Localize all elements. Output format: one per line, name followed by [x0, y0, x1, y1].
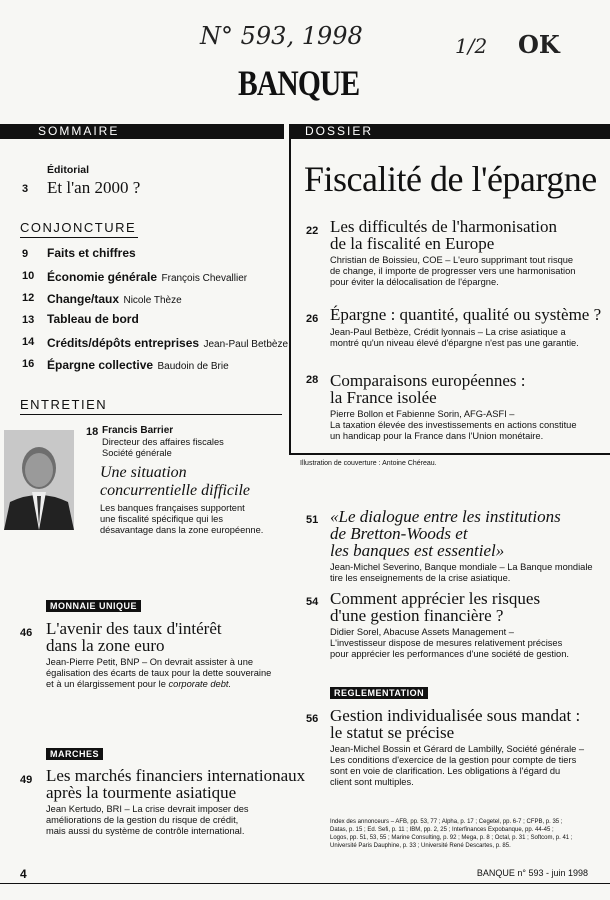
entretien-body-line3: désavantage dans la zone européenne.	[100, 525, 264, 535]
footer-page-number: 4	[20, 867, 27, 881]
item-title: Épargne collective	[47, 358, 154, 372]
article-title-line1: Comparaisons européennes :	[330, 371, 526, 390]
article-56[interactable]	[300, 707, 605, 797]
entretien-body-line1: Les banques françaises supportent	[100, 503, 245, 513]
article-number: 51	[306, 514, 319, 526]
dossier-article-26[interactable]	[300, 306, 605, 356]
article-body-line2: montré qu'un niveau élevé d'épargne n'est pas une garantie.	[330, 338, 579, 348]
index-line: Logos, pp. 51, 53, 55 ; Marine Consulting, p. 92 ; Mega, p. 8 ; Octal, p. 31 ; Softcom, p. 41 ;	[330, 835, 573, 841]
article-body-line2: Les conditions d'exercice de la gestion pour compte de tiers	[330, 755, 577, 765]
handwritten-ok: OK	[518, 30, 560, 59]
article-body-line1: Jean-Paul Betbèze, Crédit lyonnais – La crise asiatique a	[330, 327, 566, 337]
item-title: Tableau de bord	[47, 312, 139, 326]
article-body-line2: L'investisseur dispose de mesures relativement précises	[330, 638, 563, 648]
article-number: 56	[306, 713, 319, 725]
list-item[interactable]	[22, 312, 284, 328]
list-item[interactable]	[22, 246, 284, 262]
monnaie-body-line3: et à un élargissement pour le corporate debt.	[46, 679, 232, 689]
article-title-line2: d'une gestion financière ?	[330, 606, 504, 625]
footer-rule	[0, 883, 610, 884]
interviewee-name: Francis Barrier	[102, 425, 174, 436]
article-body-line1: Jean-Michel Bossin et Gérard de Lambilly, Société générale –	[330, 744, 585, 754]
marches-tag: MARCHES	[46, 748, 103, 760]
item-author: Jean-Paul Betbèze	[203, 339, 289, 350]
article-title-line2: de Bretton-Woods et	[330, 524, 468, 543]
article-title-line1: Épargne : quantité, qualité ou système ?	[330, 305, 602, 324]
article-body-line3: un handicap pour la France dans l'Union monétaire.	[330, 431, 544, 441]
article-number: 54	[306, 596, 319, 608]
marches-title-line2: après la tourmente asiatique	[46, 783, 237, 802]
item-title: Économie générale	[47, 270, 158, 284]
item-author: François Chevallier	[161, 273, 248, 284]
article-body-line3: sont en voie de clarification. Les obligations à l'égard du	[330, 766, 561, 776]
article-title-line2: le statut se précise	[330, 723, 455, 742]
item-author: Nicole Thèze	[123, 295, 182, 306]
item-title: Crédits/dépôts entreprises	[47, 336, 200, 350]
article-title-line1: Les difficultés de l'harmonisation	[330, 217, 558, 236]
article-body-line1: Didier Sorel, Abacuse Assets Management –	[330, 627, 514, 637]
interviewee-photo	[4, 430, 74, 530]
conjoncture-header: CONJONCTURE	[20, 220, 138, 238]
article-body-line4: client sont multiples.	[330, 777, 414, 787]
editorial-page-number: 3	[22, 183, 29, 195]
article-number: 22	[306, 225, 319, 237]
article-54[interactable]	[300, 590, 605, 666]
dossier-article-28[interactable]	[300, 372, 605, 447]
item-title: Change/taux	[47, 292, 120, 306]
article-body-line2: de change, il importe de progresser vers une harmonisation	[330, 266, 576, 276]
marches-body-line2: améliorations de la gestion du risque de crédit,	[46, 815, 239, 825]
index-line: Université Paris Dauphine, p. 33 ; Université René Descartes, p. 85.	[330, 843, 511, 849]
masthead-logo: BANQUE	[238, 63, 360, 103]
article-number: 28	[306, 374, 319, 386]
item-author: Baudoin de Brie	[157, 361, 229, 372]
item-number: 14	[22, 336, 35, 348]
monnaie-title-line2: dans la zone euro	[46, 636, 165, 655]
item-title: Faits et chiffres	[47, 246, 136, 260]
marches-title-line1: Les marchés financiers internationaux	[46, 766, 306, 785]
article-title-line2: de la fiscalité en Europe	[330, 234, 495, 253]
marches-page-number: 49	[20, 774, 33, 786]
item-number: 16	[22, 358, 35, 370]
sommaire-header: SOMMAIRE	[0, 124, 284, 139]
item-number: 9	[22, 248, 29, 260]
marches-body-line3: mais aussi du système de contrôle international.	[46, 826, 245, 836]
monnaie-unique-tag: MONNAIE UNIQUE	[46, 600, 141, 612]
article-title-line2: la France isolée	[330, 388, 437, 407]
article-51[interactable]	[300, 508, 605, 584]
monnaie-body-line2: égalisation des écarts de taux pour la dette souveraine	[46, 668, 272, 678]
marches-body-line1: Jean Kertudo, BRI – La crise devrait imposer des	[46, 804, 249, 814]
article-body-line1: Christian de Boissieu, COE – L'euro supprimant tout risque	[330, 255, 574, 265]
list-item[interactable]	[22, 356, 284, 372]
index-line: Datas, p. 15 ; Ed. Sefi, p. 11 ; IBM, pp. 2, 25 ; Interfinances Expobanque, pp. 44-45 ;	[330, 827, 554, 833]
list-item[interactable]	[22, 268, 284, 284]
dossier-header: DOSSIER	[289, 124, 610, 139]
item-number: 12	[22, 292, 35, 304]
monnaie-body-line1: Jean-Pierre Petit, BNP – On devrait assister à une	[46, 657, 254, 667]
dossier-article-22[interactable]	[300, 218, 605, 293]
article-body-line1: Pierre Bollon et Fabienne Sorin, AFG-ASFI –	[330, 409, 515, 419]
article-body-line3: pour apprécier les performances d'une société de gestion.	[330, 649, 569, 659]
entretien-title-line2: concurrentielle difficile	[100, 482, 251, 499]
article-number: 26	[306, 313, 319, 325]
entretien-title-line1: Une situation	[100, 464, 187, 481]
dossier-title: Fiscalité de l'épargne	[304, 159, 597, 199]
list-item[interactable]	[22, 290, 284, 306]
article-body-line1: Jean-Michel Severino, Banque mondiale – La Banque mondiale	[330, 562, 593, 572]
item-number: 13	[22, 314, 35, 326]
interviewee-role: Directeur des affaires fiscales	[102, 437, 224, 447]
monnaie-page-number: 46	[20, 627, 33, 639]
handwritten-page: 1/2	[455, 34, 488, 58]
entretien-header: ENTRETIEN	[20, 397, 282, 415]
article-title-line1: Gestion individualisée sous mandat :	[330, 706, 581, 725]
entretien-body-line2: une fiscalité spécifique qui les	[100, 514, 223, 524]
monnaie-title-line1: L'avenir des taux d'intérêt	[46, 619, 222, 638]
article-body-line3: pour éviter la délocalisation de l'épargne.	[330, 277, 499, 287]
article-body-line2: La taxation élevée des investissements en actions constitue	[330, 420, 577, 430]
article-title-line1: Comment apprécier les risques	[330, 589, 541, 608]
item-number: 10	[22, 270, 35, 282]
interviewee-company: Société générale	[102, 448, 172, 458]
article-title-line3: les banques est essentiel»	[330, 541, 505, 560]
index-line: Index des annonceurs – AFB, pp. 53, 77 ; Alpha, p. 17 ; Cegetel, pp. 6-7 ; CFPB, p. 35 ;	[330, 819, 563, 825]
reglementation-tag: REGLEMENTATION	[330, 687, 428, 699]
editorial-label: Éditorial	[47, 164, 90, 176]
list-item[interactable]	[22, 334, 289, 350]
article-body-line2: tire les enseignements de la crise asiatique.	[330, 573, 511, 583]
article-title-line1: «Le dialogue entre les institutions	[330, 507, 561, 526]
footer-issue: BANQUE n° 593 - juin 1998	[476, 868, 588, 878]
cover-credit: Illustration de couverture : Antoine Chéreau.	[300, 460, 437, 467]
entretien-page-number: 18	[86, 426, 99, 438]
editorial-title: Et l'an 2000 ?	[47, 178, 141, 197]
handwritten-reference: N° 593, 1998	[200, 22, 363, 50]
advertisers-index	[330, 818, 605, 850]
